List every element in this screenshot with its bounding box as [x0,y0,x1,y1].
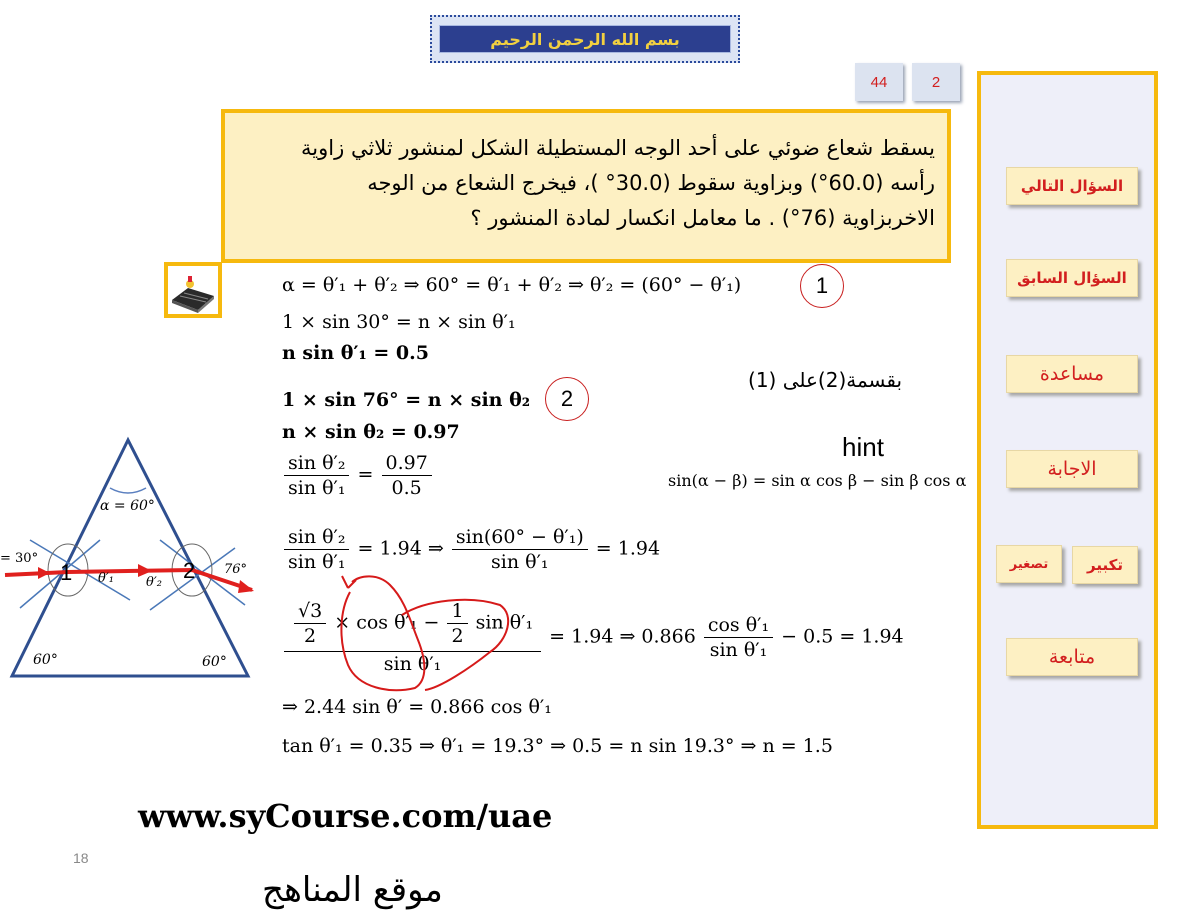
website-url[interactable]: www.syCourse.com/uae [138,797,553,835]
ratio-rhs-den: 0.5 [391,477,422,499]
help-button[interactable]: مساعدة [1006,355,1138,393]
hint-label: hint [842,432,884,462]
equation-ratio [282,452,434,499]
ratio-equals: = [357,463,374,486]
quiz-board-icon[interactable] [164,262,222,318]
apex-arc [110,488,146,493]
ratio-rhs-fraction [382,452,432,499]
next-question-button[interactable]: السؤال التالي [1006,167,1138,205]
question-line-3: الاخربزاوية (76°) . ما معامل انكسار لمادة المنشور ؟ [470,206,935,230]
question-line-1: يسقط شعاع ضوئي على أحد الوجه المستطيلة الشكل لمنشور ثلاثي زاوية [301,136,935,160]
equation-final: tan θ′₁ = 0.35 ⇒ θ′₁ = 19.3° ⇒ 0.5 = n sin 19.3° ⇒ n = 1.5 [282,735,833,757]
ratio-lhs-den: sin θ′₁ [288,477,346,499]
sqrt3-num: √3 [294,600,326,624]
expanded-denominator: sin θ′₁ [383,653,442,675]
previous-question-button[interactable]: السؤال السابق [1006,259,1138,297]
handwritten-annotation [330,570,520,700]
step2-result: = 1.94 ⇒ [357,537,444,560]
right-base-label: 60° [202,654,227,670]
question-total-counter: 44 [855,63,903,101]
answer-button[interactable]: الاجابة [1006,450,1138,488]
footer-arabic-title: موقع المناهج [262,870,443,910]
ray-arrow-3 [238,580,254,593]
basmala-banner-inner [439,25,731,53]
expanded-rhs-b: − 0.5 = 1.94 [781,625,904,648]
step2-lhs-den: sin θ′₁ [288,551,346,573]
question-line-2: رأسه (60.0°) وبزاوية سقوط (30.0° )، فيخرج الشعاع من الوجه [367,171,935,195]
marker-eq-1: 1 [800,264,844,308]
incidence-label: = 30° [0,551,39,566]
step2-lhs-fraction [284,526,349,573]
basmala-text: بسم الله الرحمن الرحيم [490,29,680,49]
prism-diagram [0,430,260,690]
theta1-label: θ′₁ [98,571,114,586]
prism-outline [12,440,248,676]
sqrt3-den: 2 [304,625,317,647]
cot-fraction [704,614,773,661]
equation-exit-result: n × sin θ₂ = 0.97 [282,421,460,443]
point-2-label: 2 [183,558,196,583]
basmala-banner [430,15,740,63]
equation-apex-relation: α = θ′₁ + θ′₂ ⇒ 60° = θ′₁ + θ′₂ ⇒ θ′₂ = (60° − θ′₁) [282,274,742,296]
equation-snell-exit: 1 × sin 76° = n × sin θ₂ [282,389,531,411]
step2-rhs-num: sin(60° − θ′₁) [452,526,588,550]
equation-snell-entry: 1 × sin 30° = n × sin θ′₁ [282,311,516,333]
expanded-end: sin θ′₁ [475,611,534,634]
cot-num: cos θ′₁ [704,614,773,638]
zoom-out-button[interactable]: تصغير [996,545,1062,583]
page-number: 18 [73,850,89,866]
cot-den: sin θ′₁ [709,639,768,661]
sqrt3-over-2 [294,600,326,647]
equation-entry-result: n sin θ′₁ = 0.5 [282,342,429,364]
ratio-lhs-fraction [284,452,349,499]
theta2-label: θ′₂ [146,575,162,590]
expanded-mid: × cos θ′₁ − [334,611,440,634]
apex-label: α = 60° [100,498,155,514]
question-current-counter: 2 [912,63,960,101]
exit-label: 76° [224,562,248,577]
step2-lhs-num: sin θ′₂ [284,526,349,550]
step2-rhs-fraction [452,526,588,573]
point-1-label: 1 [60,560,73,585]
question-box [221,109,951,263]
left-base-label: 60° [33,652,58,668]
division-note: بقسمة(2)على (1) [748,368,903,392]
equation-ratio-substituted [282,526,660,573]
zoom-in-button[interactable]: تكبير [1072,546,1138,584]
half-num: 1 [447,600,467,624]
half-den: 2 [451,625,464,647]
step2-rhs-den: sin θ′₁ [491,551,549,573]
continue-button[interactable]: متابعة [1006,638,1138,676]
ratio-rhs-num: 0.97 [382,452,432,476]
equation-tan-step: ⇒ 2.44 sin θ′ = 0.866 cos θ′₁ [282,696,552,718]
marker-eq-2: 2 [545,377,589,421]
expanded-rhs-a: = 1.94 ⇒ 0.866 [549,625,696,648]
hint-identity: sin(α − β) = sin α cos β − sin β cos α [668,471,967,490]
ratio-lhs-num: sin θ′₂ [284,452,349,476]
step2-result-end: = 1.94 [595,537,661,560]
